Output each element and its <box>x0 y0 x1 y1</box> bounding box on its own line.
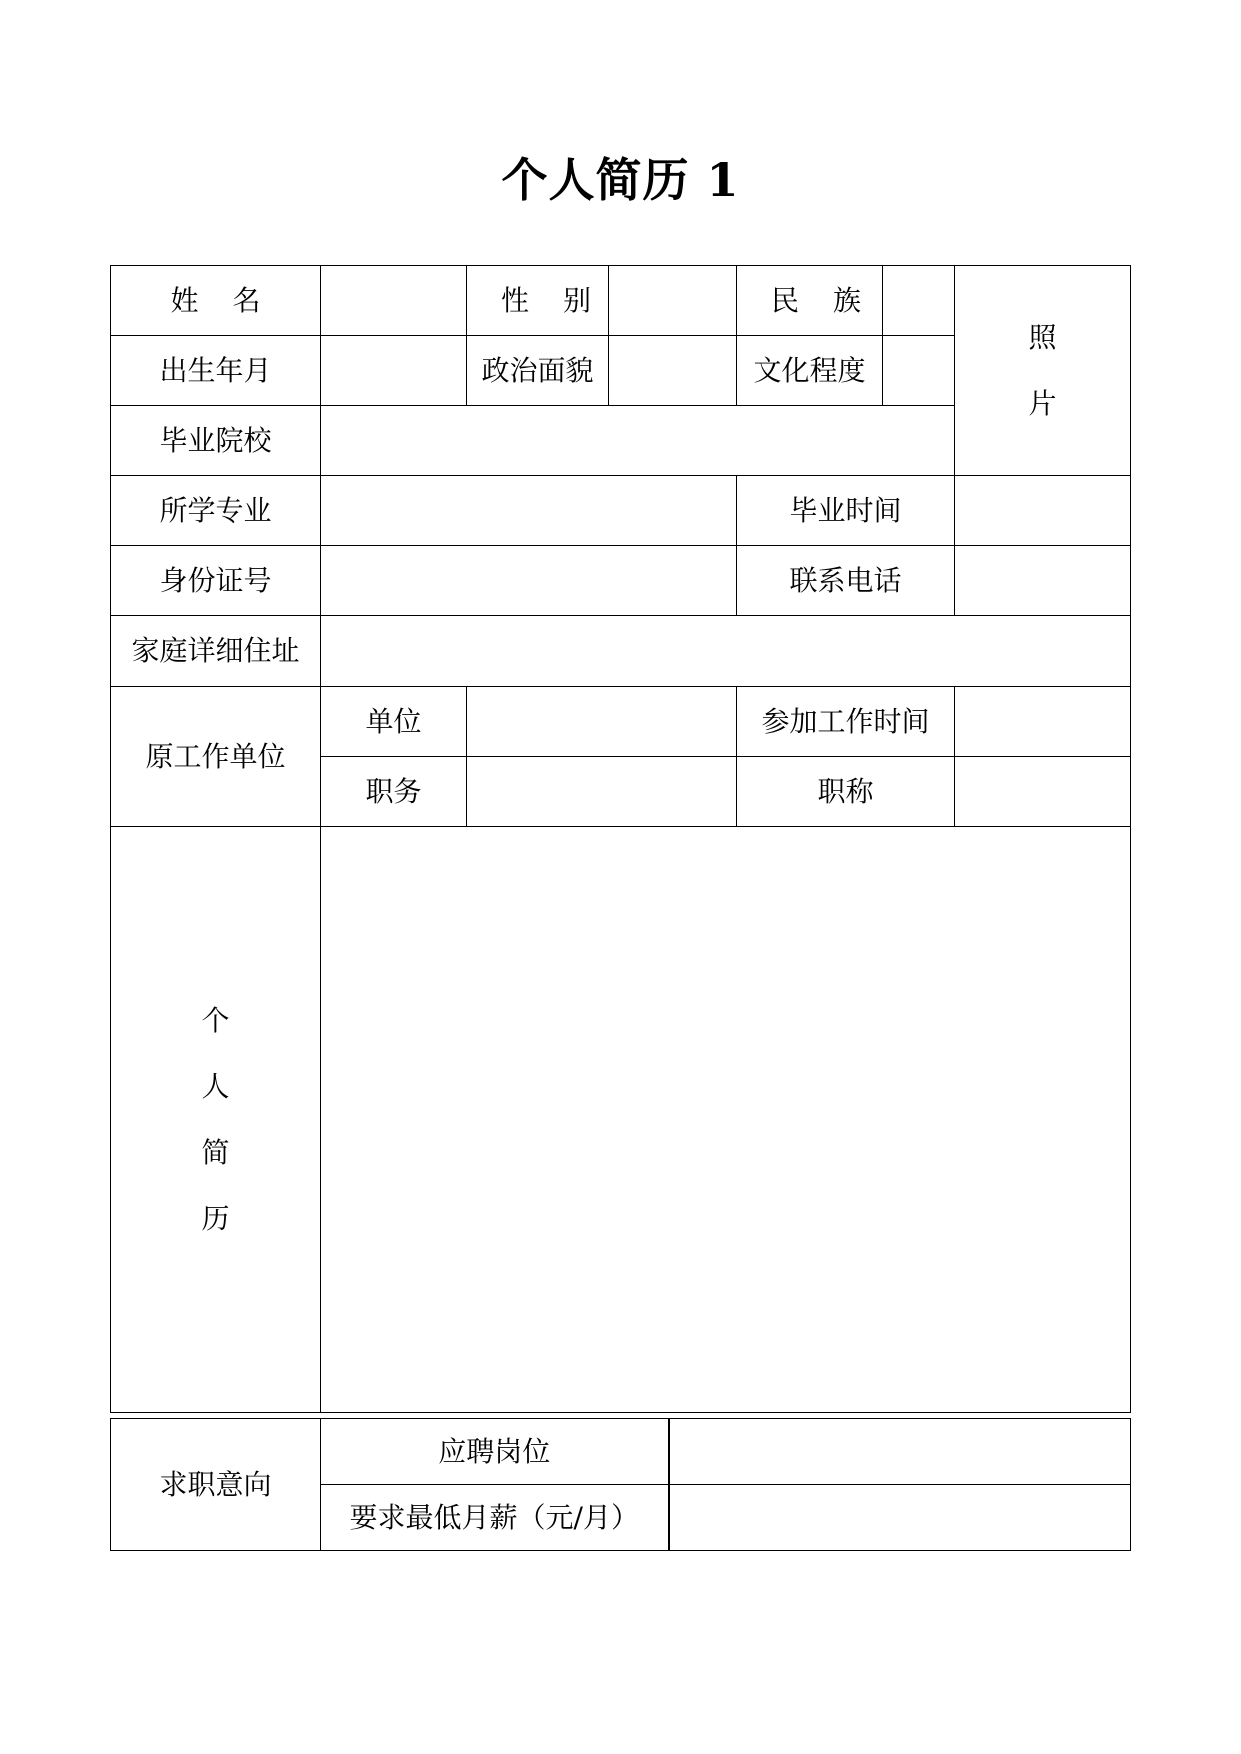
political-label: 政治面貌 <box>467 336 609 406</box>
photo-label: 照片 <box>1028 320 1057 420</box>
applied-post-label: 应聘岗位 <box>321 1419 669 1485</box>
unit-label: 单位 <box>321 687 467 757</box>
birth-label: 出生年月 <box>111 336 321 406</box>
applied-post-field[interactable] <box>669 1419 1131 1485</box>
education-label: 文化程度 <box>737 336 883 406</box>
id-number-field[interactable] <box>321 546 737 616</box>
name-label: 姓名 <box>111 266 321 336</box>
resume-form <box>110 265 1131 1413</box>
former-employer-label: 原工作单位 <box>111 687 321 827</box>
school-label: 毕业院校 <box>111 406 321 476</box>
id-number-label: 身份证号 <box>111 546 321 616</box>
grad-time-field[interactable] <box>955 476 1131 546</box>
major-label: 所学专业 <box>111 476 321 546</box>
major-field[interactable] <box>321 476 737 546</box>
gender-field[interactable] <box>609 266 737 336</box>
birth-field[interactable] <box>321 336 467 406</box>
resume-field[interactable] <box>321 827 1131 1413</box>
position-field[interactable] <box>467 757 737 827</box>
job-intent-label: 求职意向 <box>111 1419 321 1551</box>
position-label: 职务 <box>321 757 467 827</box>
job-intent-table <box>110 1418 1131 1551</box>
address-field[interactable] <box>321 616 1131 687</box>
work-start-field[interactable] <box>955 687 1131 757</box>
resume-label: 个人简历 <box>201 1003 230 1235</box>
resume-label-cell <box>111 827 321 1413</box>
phone-field[interactable] <box>955 546 1131 616</box>
job-title-label: 职称 <box>737 757 955 827</box>
job-title-field[interactable] <box>955 757 1131 827</box>
name-field[interactable] <box>321 266 467 336</box>
unit-field[interactable] <box>467 687 737 757</box>
gender-label: 性别 <box>467 266 609 336</box>
school-field[interactable] <box>321 406 955 476</box>
grad-time-label: 毕业时间 <box>737 476 955 546</box>
address-label: 家庭详细住址 <box>111 616 321 687</box>
photo-box[interactable] <box>955 266 1131 476</box>
min-salary-field[interactable] <box>669 1485 1131 1551</box>
political-field[interactable] <box>609 336 737 406</box>
ethnicity-label: 民族 <box>737 266 883 336</box>
education-field[interactable] <box>883 336 955 406</box>
work-start-label: 参加工作时间 <box>737 687 955 757</box>
page-title: 个人简历 1 <box>501 153 740 207</box>
min-salary-label: 要求最低月薪（元/月） <box>321 1485 669 1551</box>
phone-label: 联系电话 <box>737 546 955 616</box>
